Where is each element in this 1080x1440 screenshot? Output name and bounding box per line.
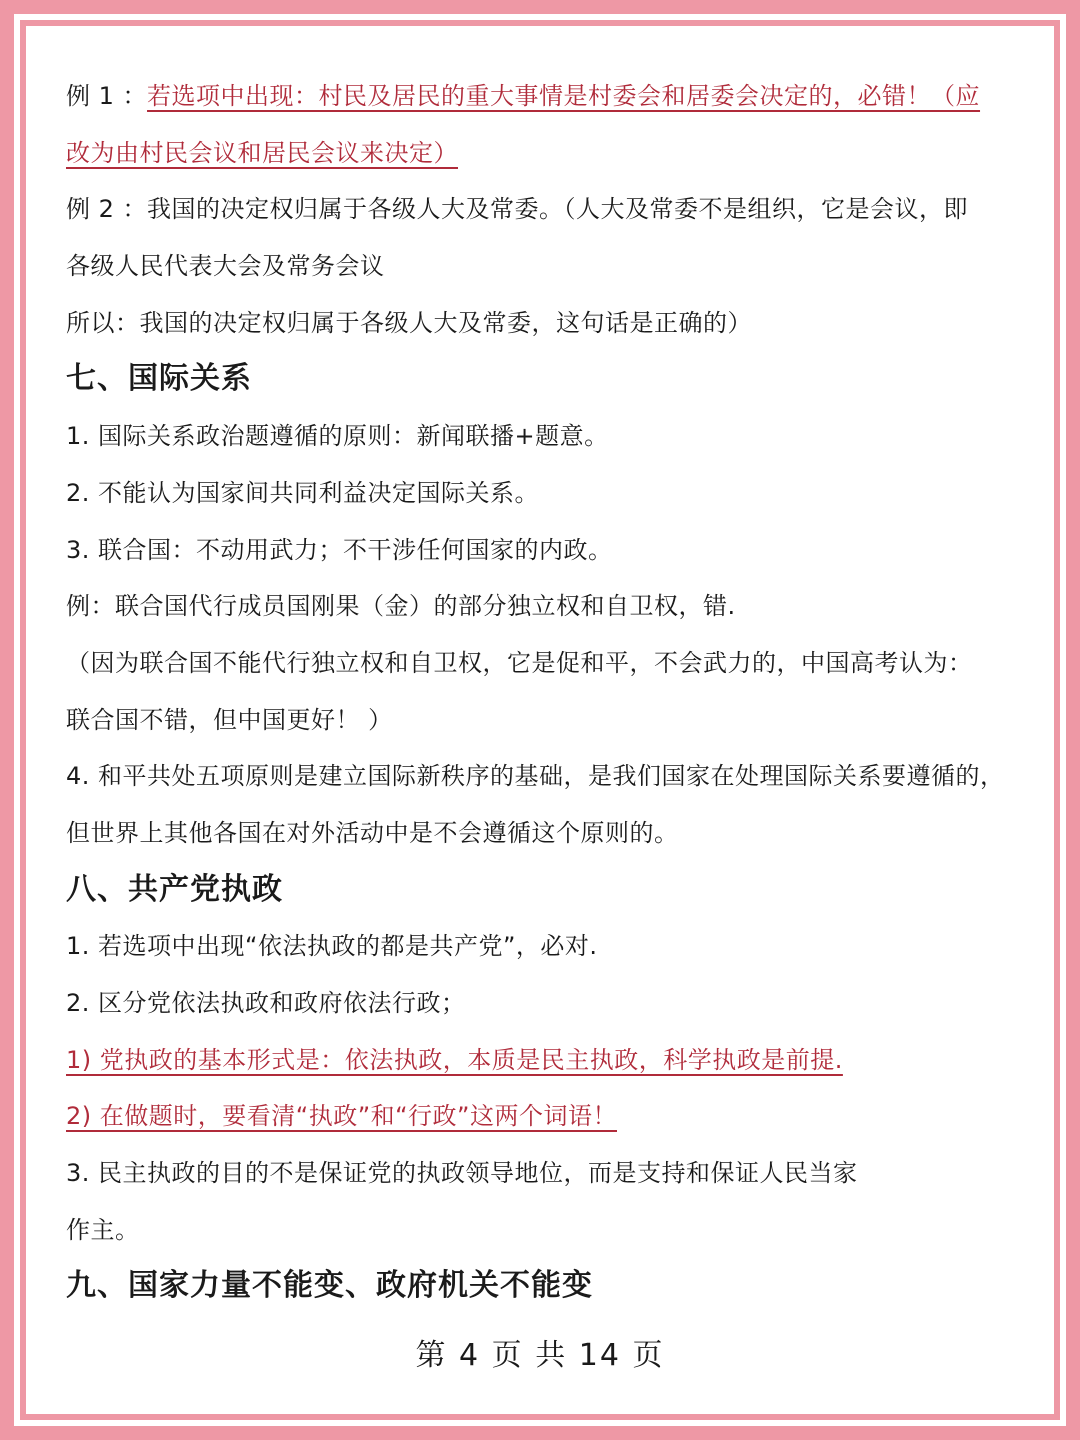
- section-7-item-3: 3. 联合国：不动用武力；不干涉任何国家的内政。: [66, 535, 613, 564]
- section-8-sub-2-emphasis: 2) 在做题时，要看清“执政”和“行政”这两个词语！: [66, 1102, 617, 1131]
- section-8-heading: 八、共产党执政: [66, 871, 283, 907]
- example-1-emphasis-cont: 改为由村民会议和居民会议来决定）: [66, 138, 458, 167]
- section-7-example-note-2: 联合国不错，但中国更好！ ）: [66, 705, 393, 734]
- example-2-line-2: 各级人民代表大会及常务会议: [66, 252, 385, 281]
- section-7-heading: 七、国际关系: [66, 361, 252, 397]
- section-7-item-4-line-2: 但世界上其他各国在对外活动中是不会遵循这个原则的。: [66, 818, 679, 847]
- page-number: 第 4 页 共 14 页: [415, 1338, 665, 1373]
- example-2-line-1: 例 2 ：我国的决定权归属于各级人大及常委。（人大及常委不是组织，它是会议，即: [66, 195, 969, 224]
- section-8-item-2-sub-1: [66, 1032, 1026, 1089]
- example-2-line-3: 所以：我国的决定权归属于各级人大及常委，这句话是正确的）: [66, 308, 752, 337]
- section-7-item-1: 1. 国际关系政治题遵循的原则：新闻联播+题意。: [66, 422, 609, 451]
- example-1-line-2: [66, 125, 1026, 182]
- section-7-example-note-1: （因为联合国不能代行独立权和自卫权，它是促和平，不会武力的，中国高考认为：: [66, 648, 973, 677]
- example-1-emphasis: 若选项中出现：村民及居民的重大事情是村委会和居委会决定的，必错！（应: [147, 82, 981, 110]
- section-7-item-2: 2. 不能认为国家间共同利益决定国际关系。: [66, 478, 540, 507]
- section-8-item-3-line-2: 作主。: [66, 1215, 140, 1244]
- section-8-item-1: 1. 若选项中出现“依法执政的都是共产党”，必对.: [66, 932, 598, 961]
- section-8-item-3-line-1: 3. 民主执政的目的不是保证党的执政领导地位，而是支持和保证人民当家: [66, 1159, 858, 1188]
- section-8-item-2-sub-2: [66, 1088, 1026, 1145]
- section-8-sub-1-emphasis: 1) 党执政的基本形式是：依法执政，本质是民主执政，科学执政是前提.: [66, 1045, 843, 1074]
- section-8-item-2: 2. 区分党依法执政和政府依法行政；: [66, 989, 466, 1017]
- example-1-prefix: 例 1 ：: [66, 82, 148, 110]
- section-7-example: 例：联合国代行成员国刚果（金）的部分独立权和自卫权，错.: [66, 592, 736, 621]
- section-7-item-4-line-1: 4. 和平共处五项原则是建立国际新秩序的基础，是我们国家在处理国际关系要遵循的，: [66, 762, 1005, 791]
- document-body: [66, 68, 1026, 1315]
- section-9-heading: 九、国家力量不能变、政府机关不能变: [66, 1268, 593, 1304]
- example-1-line-1: [66, 68, 1026, 125]
